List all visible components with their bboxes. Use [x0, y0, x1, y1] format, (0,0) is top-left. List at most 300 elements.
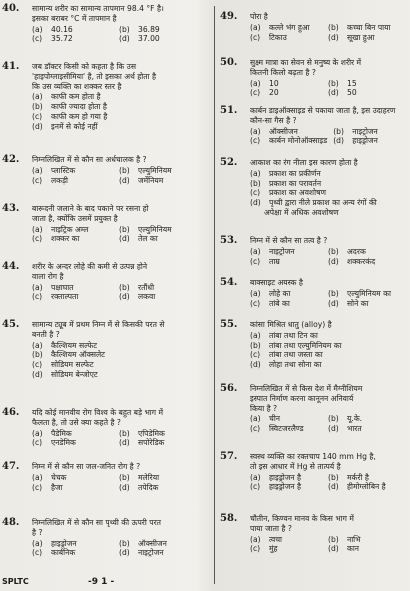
- option: [250, 188, 400, 198]
- option-text: हाइड्रोजन: [352, 136, 378, 146]
- question-text-line: तो इस आधार में Hg से तात्पर्य है: [250, 461, 341, 471]
- option-letter: (b): [328, 246, 339, 256]
- option-text: चीन: [269, 414, 281, 424]
- option-letter: (c): [32, 111, 43, 121]
- question-number: 49.: [220, 11, 238, 22]
- question-number: 53.: [220, 235, 238, 246]
- option-text: 10: [269, 78, 279, 88]
- options-list: [32, 283, 200, 303]
- option-letter: (d): [32, 369, 43, 379]
- question-text-line: जब डॉक्टर किसी को कहता है कि उस: [32, 62, 136, 71]
- option-letter: (d): [250, 198, 261, 208]
- option-letter: (a): [32, 92, 43, 102]
- option: [250, 473, 322, 483]
- option-text: कल्ले भंग हुआ: [269, 22, 310, 32]
- question-number: 43.: [2, 203, 20, 214]
- question-text-line: जाता है, क्योंकि उसमें प्रयुक्त है: [32, 213, 118, 223]
- option: [250, 88, 322, 98]
- option-letter: (d): [119, 175, 130, 185]
- question-text-line: स्वस्थ व्यक्ति का रक्तचाप 140 mm Hg है,: [250, 452, 376, 461]
- option: [32, 176, 113, 186]
- exam-code: SPLTC: [2, 577, 29, 586]
- option-text: 40.16: [51, 24, 73, 34]
- option-text: एल्युमिनियम: [138, 224, 172, 234]
- option: [119, 34, 200, 44]
- question-text-line: कितनी किलो बढ़ता है ?: [250, 67, 316, 77]
- option: [32, 122, 200, 132]
- option: [250, 414, 322, 424]
- option-letter: (a): [250, 534, 261, 544]
- question-number: 54.: [220, 277, 238, 288]
- option: [250, 544, 322, 554]
- option-text: 15: [347, 78, 357, 88]
- option-letter: (b): [119, 224, 130, 234]
- option-text: कार्बन मोनोऑक्साइड: [269, 136, 328, 146]
- question-text-line: वाला रोग है: [32, 271, 64, 281]
- option: [119, 483, 200, 493]
- option-text: नाभि: [347, 534, 361, 544]
- option-text: पृथ्वी द्वारा नीले प्रकाश का अन्य रंगों की: [269, 198, 377, 208]
- option: [119, 176, 200, 186]
- option-letter: (a): [250, 78, 261, 88]
- option-text: तांबा तथा टिन का: [269, 330, 318, 340]
- option-text: प्रकाश का प्रकीर्णन: [269, 168, 321, 178]
- option-letter: (d): [328, 88, 339, 98]
- option-letter: (b): [119, 24, 130, 34]
- option: [32, 360, 200, 370]
- option: [32, 283, 113, 293]
- option-text: कच्चा बिन पाया: [347, 22, 391, 32]
- option-letter: (a): [32, 538, 43, 548]
- option-letter: (c): [32, 175, 43, 185]
- options-list: [32, 25, 200, 45]
- option: [32, 292, 113, 302]
- question-text-line: सामान्य ट्यूब में प्रथम निम्न में से किसकी परत से: [32, 320, 165, 329]
- option-letter: (a): [32, 340, 43, 350]
- option: [250, 424, 322, 434]
- option-text: 36.89: [138, 24, 160, 34]
- option-letter: (b): [328, 414, 339, 424]
- option-letter: (d): [119, 234, 130, 244]
- options-list: [250, 247, 400, 267]
- option: [32, 483, 113, 493]
- question-text-line: निम्नलिखित में से कौन सा पृथ्वी की ऊपरी परत: [32, 518, 162, 527]
- option-text: प्लास्टिक: [51, 165, 76, 175]
- option: [32, 225, 113, 235]
- option: [250, 23, 322, 33]
- option-text: शक्करकंद: [347, 256, 376, 266]
- option-letter: (b): [250, 340, 261, 350]
- question-text-line: इसका बराबर °C में तापमान है: [32, 13, 117, 23]
- question-text-line: पोरा है: [250, 12, 268, 21]
- option-text: यू.के.: [347, 414, 363, 424]
- question-text: [250, 58, 400, 78]
- options-list: [250, 23, 400, 43]
- question-text: [250, 384, 400, 413]
- question-text: [250, 452, 400, 472]
- option: [250, 127, 327, 137]
- option-letter: (d): [119, 482, 130, 492]
- option-letter: (b): [328, 472, 339, 482]
- option-text: स्विटजरलैण्ड: [269, 424, 304, 434]
- option-letter: (b): [119, 538, 130, 548]
- question-number: 58.: [220, 513, 238, 524]
- option-text: एल्युमिनियम: [138, 165, 172, 175]
- option-letter: (c): [250, 88, 261, 98]
- option: [250, 350, 400, 360]
- option-text: एनडेमिक: [51, 438, 76, 448]
- option-letter: (c): [250, 482, 261, 492]
- option-letter: (a): [250, 168, 261, 178]
- option-letter: (b): [32, 350, 43, 360]
- options-list: [32, 341, 200, 380]
- option-text: एल्युमिनियम का: [347, 288, 391, 298]
- option-text: काफी ज्यादा होता है: [51, 102, 107, 112]
- option-letter: (c): [250, 188, 261, 198]
- option-letter: (d): [119, 34, 130, 44]
- option: [32, 25, 113, 35]
- option-text: लकवा: [138, 292, 156, 302]
- option-letter: (a): [250, 246, 261, 256]
- option: [333, 127, 400, 137]
- option-text: तांबा तथा जस्ता का: [269, 350, 323, 360]
- option-text: नाइट्रिक अम्ल: [51, 224, 89, 234]
- option: [328, 289, 400, 299]
- question-number: 44.: [2, 261, 20, 272]
- option-text: अदरक: [347, 246, 366, 256]
- option: [250, 247, 322, 257]
- option: [250, 257, 322, 267]
- option-letter: (b): [328, 288, 339, 298]
- option-letter: (d): [328, 298, 339, 308]
- option: [32, 102, 200, 112]
- question-number: 47.: [2, 461, 20, 472]
- option-text: 20: [269, 88, 279, 98]
- option-text: लोहा तथा सोना का: [269, 360, 322, 370]
- option: [328, 257, 400, 267]
- option-text: प्रकाश का परावर्तन: [269, 178, 322, 188]
- option-text: सोने का: [347, 298, 369, 308]
- option-text: हाइड्रोजन है: [269, 472, 302, 482]
- option: [328, 299, 400, 309]
- option-text: हैजा: [51, 482, 63, 492]
- option: [250, 33, 322, 43]
- question-text-line: बाक्साइट अयस्क है: [250, 278, 303, 287]
- question-text: [250, 278, 400, 288]
- option-letter: (c): [32, 482, 43, 492]
- options-list: [250, 79, 400, 99]
- option-letter: (b): [32, 102, 43, 112]
- question-text-line: इस्पात निर्माण करना कानूनन अनिवार्य: [250, 393, 354, 403]
- option-text: जर्मेनियम: [138, 175, 164, 185]
- option: [119, 429, 200, 439]
- option: [32, 548, 113, 558]
- question-text: [32, 462, 200, 472]
- question-text: [250, 514, 400, 534]
- option-text: काफी कम हो गया है: [51, 111, 108, 121]
- option: [250, 299, 322, 309]
- option: [328, 424, 400, 434]
- question-text-line: आकाश का रंग नीला इस कारण होता है: [250, 158, 358, 167]
- question-text-line: फैलता है, तो उसे क्या कहते है ?: [32, 417, 121, 427]
- option-text: नाइट्रोजन: [138, 548, 164, 558]
- options-list: [250, 169, 400, 218]
- option-letter: (d): [32, 121, 43, 131]
- question-text: [32, 518, 200, 538]
- option-letter: (b): [119, 165, 130, 175]
- option: [119, 292, 200, 302]
- option-letter: (c): [250, 350, 261, 360]
- question-text: [32, 262, 200, 282]
- question-text: [32, 4, 200, 24]
- question-number: 42.: [2, 154, 20, 165]
- option-text: कार्बनिक: [51, 548, 76, 558]
- option: [250, 482, 322, 492]
- question-text-line: निम्नलिखित में से किस देश में मैग्नीशियम: [250, 384, 363, 393]
- option-text: सोडियम बेन्जोएट: [51, 369, 98, 379]
- option: [32, 341, 200, 351]
- option: [119, 283, 200, 293]
- question-text: [32, 408, 200, 428]
- option-letter: (d): [250, 360, 261, 370]
- question-text-line: किया है ?: [250, 403, 278, 413]
- option: [250, 198, 400, 208]
- option: [333, 136, 400, 146]
- option: [119, 539, 200, 549]
- option: [250, 136, 327, 146]
- question-number: 50.: [220, 57, 238, 68]
- option-text: पैडेमिक: [51, 428, 72, 438]
- option-letter: (c): [32, 234, 43, 244]
- option-text: नाइट्रोजन: [269, 246, 295, 256]
- question-number: 45.: [2, 319, 20, 330]
- option-letter: (b): [119, 282, 130, 292]
- option: [250, 341, 400, 351]
- option-letter: (a): [250, 288, 261, 298]
- option-text: ऑक्सीजन: [138, 538, 167, 548]
- option-letter: (b): [333, 126, 344, 136]
- question-number: 51.: [220, 105, 238, 116]
- option-text: काफी कम होता है: [51, 92, 101, 102]
- option: [32, 166, 113, 176]
- option: [32, 438, 113, 448]
- option: [250, 535, 322, 545]
- option-text: ताम्र: [269, 256, 280, 266]
- option-text: रतौंधी: [138, 282, 155, 292]
- option-text: एपिडेमिक: [138, 428, 165, 438]
- question-text-line: पाया जाता है ?: [250, 523, 292, 533]
- option-text: 50: [347, 88, 357, 98]
- options-list: [250, 414, 400, 434]
- option-letter: (a): [250, 126, 261, 136]
- question-text-line: निम्न में से कौन सा तत्व है ?: [250, 236, 328, 245]
- option-text: सपोरेडिक: [138, 438, 165, 448]
- option-text: नाइट्रोजन: [352, 126, 378, 136]
- question-text: [32, 320, 200, 340]
- option-letter: (b): [119, 472, 130, 482]
- options-list: [32, 473, 200, 493]
- question-number: 48.: [2, 517, 20, 528]
- option-text: तपेदिक: [138, 482, 159, 492]
- option-letter: (d): [328, 32, 339, 42]
- option: [32, 473, 113, 483]
- option: [328, 33, 400, 43]
- option-text: ऑक्सीजन: [269, 126, 298, 136]
- option-letter: (a): [250, 330, 261, 340]
- options-list: [32, 166, 200, 186]
- option-letter: (c): [32, 548, 43, 558]
- question-text-line: 'हाइपोग्लाइसीमिया' है, तो इसका अर्थ होता है: [32, 71, 157, 81]
- option-letter: (a): [32, 224, 43, 234]
- option: [119, 548, 200, 558]
- option-text: तांबा तथा एल्युमिनियम का: [269, 340, 342, 350]
- option: [119, 25, 200, 35]
- option-text: भारत: [347, 424, 362, 434]
- option-letter: (a): [32, 165, 43, 175]
- option-text: कैल्शियम सल्फेट: [51, 340, 98, 350]
- option-letter: (c): [32, 292, 43, 302]
- question-text: [250, 236, 400, 246]
- option-letter: (a): [32, 472, 43, 482]
- options-list: [32, 225, 200, 245]
- option: [119, 166, 200, 176]
- question-text: [32, 204, 200, 224]
- option: [119, 234, 200, 244]
- option: [328, 482, 400, 492]
- question-text-line: चौतीन, किण्वन मानव के किस भाग में: [250, 514, 354, 523]
- option-letter: (c): [250, 544, 261, 554]
- option: [32, 350, 200, 360]
- option-text: हीमोग्लोबिन है: [347, 482, 386, 492]
- option: [250, 179, 400, 189]
- option-letter: (c): [250, 136, 261, 146]
- question-number: 55.: [220, 319, 238, 330]
- option-text: हाइड्रोजन है: [269, 482, 302, 492]
- option-letter: (c): [250, 32, 261, 42]
- option: [328, 473, 400, 483]
- option-letter: (b): [328, 78, 339, 88]
- option: [32, 539, 113, 549]
- option-letter: (d): [119, 292, 130, 302]
- option: [328, 23, 400, 33]
- option: [32, 34, 113, 44]
- options-list: [250, 331, 400, 370]
- option: [32, 429, 113, 439]
- question-text-line: बनती है ?: [32, 329, 60, 339]
- question-text-line: सुक्ष्म मात्रा का सेवन से मनुष्य के शरीर में: [250, 58, 362, 67]
- question-text: [32, 155, 200, 165]
- option-letter: (d): [328, 482, 339, 492]
- option-letter: (c): [250, 424, 261, 434]
- options-list: [250, 535, 400, 555]
- option-text: तेल का: [138, 234, 158, 244]
- option-letter: (a): [250, 414, 261, 424]
- options-list: [250, 473, 400, 493]
- option: [119, 438, 200, 448]
- option-letter: (c): [250, 256, 261, 266]
- question-text-line: बारूदनी जलाने के बाद पकाने पर रसना हो: [32, 204, 149, 213]
- question-text-line: कि उस व्यक्ति का शक्कर स्तर है: [32, 81, 122, 91]
- option: [328, 88, 400, 98]
- option-letter: (c): [250, 298, 261, 308]
- option-text: रक्ताल्पता: [51, 292, 79, 302]
- question-text-line: शरीर के अन्दर लोहे की कमी से उत्पन्न होने: [32, 262, 148, 271]
- option: [119, 225, 200, 235]
- question-number: 40.: [2, 3, 20, 14]
- question-text-line: कौन-सा गैस है ?: [250, 115, 297, 125]
- option: [250, 331, 400, 341]
- option-letter: (b): [328, 22, 339, 32]
- option-text: हाइड्रोजन: [51, 538, 77, 548]
- question-number: 57.: [220, 451, 238, 462]
- option: [250, 169, 400, 179]
- option-text: सूखा हुआ: [347, 32, 375, 42]
- option-text: 35.72: [51, 34, 73, 44]
- option-letter: (b): [119, 428, 130, 438]
- option-letter: (c): [32, 360, 43, 370]
- option: [32, 234, 113, 244]
- option-letter: (a): [32, 24, 43, 34]
- option: [328, 414, 400, 424]
- option-text-continued: अपेक्षा में अधिक अवशोषण: [264, 207, 339, 217]
- question-text-line: है ?: [32, 527, 43, 537]
- option-text: सोडियम सल्फेट: [51, 360, 94, 370]
- option-letter: (a): [32, 282, 43, 292]
- option-letter: (d): [119, 438, 130, 448]
- options-list: [250, 127, 400, 147]
- option: [32, 370, 200, 380]
- question-text: [250, 320, 400, 330]
- question-text: [250, 12, 400, 22]
- option-letter: (a): [250, 472, 261, 482]
- question-number: 46.: [2, 407, 20, 418]
- option-text: कान: [347, 544, 360, 554]
- question-text: [250, 158, 400, 168]
- option-letter: (c): [32, 34, 43, 44]
- options-list: [32, 92, 200, 131]
- option-letter: (d): [328, 424, 339, 434]
- question-text-line: कार्बन डाइऑक्साइड से पकाया जाता है, इस उदाहरण: [250, 106, 396, 115]
- option-text: मुंह: [269, 544, 278, 554]
- option-letter: (a): [32, 428, 43, 438]
- question-text-line: यदि कोई मानवीय रोग विश्व के बहुत बड़े भाग में: [32, 408, 164, 417]
- option: [250, 360, 400, 370]
- option-text: 37.00: [138, 34, 160, 44]
- options-list: [32, 429, 200, 449]
- option-letter: (b): [250, 178, 261, 188]
- option-text: मर्करी है: [347, 472, 369, 482]
- question-text-line: कांसा मिश्रित धातु (alloy) है: [250, 320, 332, 329]
- option-text: शक्कर का: [51, 234, 80, 244]
- column-divider: [214, 6, 215, 584]
- option: [328, 544, 400, 554]
- question-number: 41.: [2, 61, 20, 72]
- question-text-line: निम्नलिखित में से कौन सा अर्धचालक है ?: [32, 155, 147, 164]
- question-text-line: निम्न में से कौन सा जल-जनित रोग है ?: [32, 462, 141, 471]
- option-text: इनमें से कोई नहीं: [51, 121, 98, 131]
- question-number: 52.: [220, 157, 238, 168]
- options-list: [250, 289, 400, 309]
- option: [328, 79, 400, 89]
- option-text: तांबे का: [269, 298, 290, 308]
- option-text: त्वचा: [269, 534, 283, 544]
- option: [32, 112, 200, 122]
- option: [250, 79, 322, 89]
- option: [119, 473, 200, 483]
- option-text: कैल्शियम ऑक्सलेट: [51, 350, 105, 360]
- option-text: चेचक: [51, 472, 67, 482]
- option-letter: (a): [250, 22, 261, 32]
